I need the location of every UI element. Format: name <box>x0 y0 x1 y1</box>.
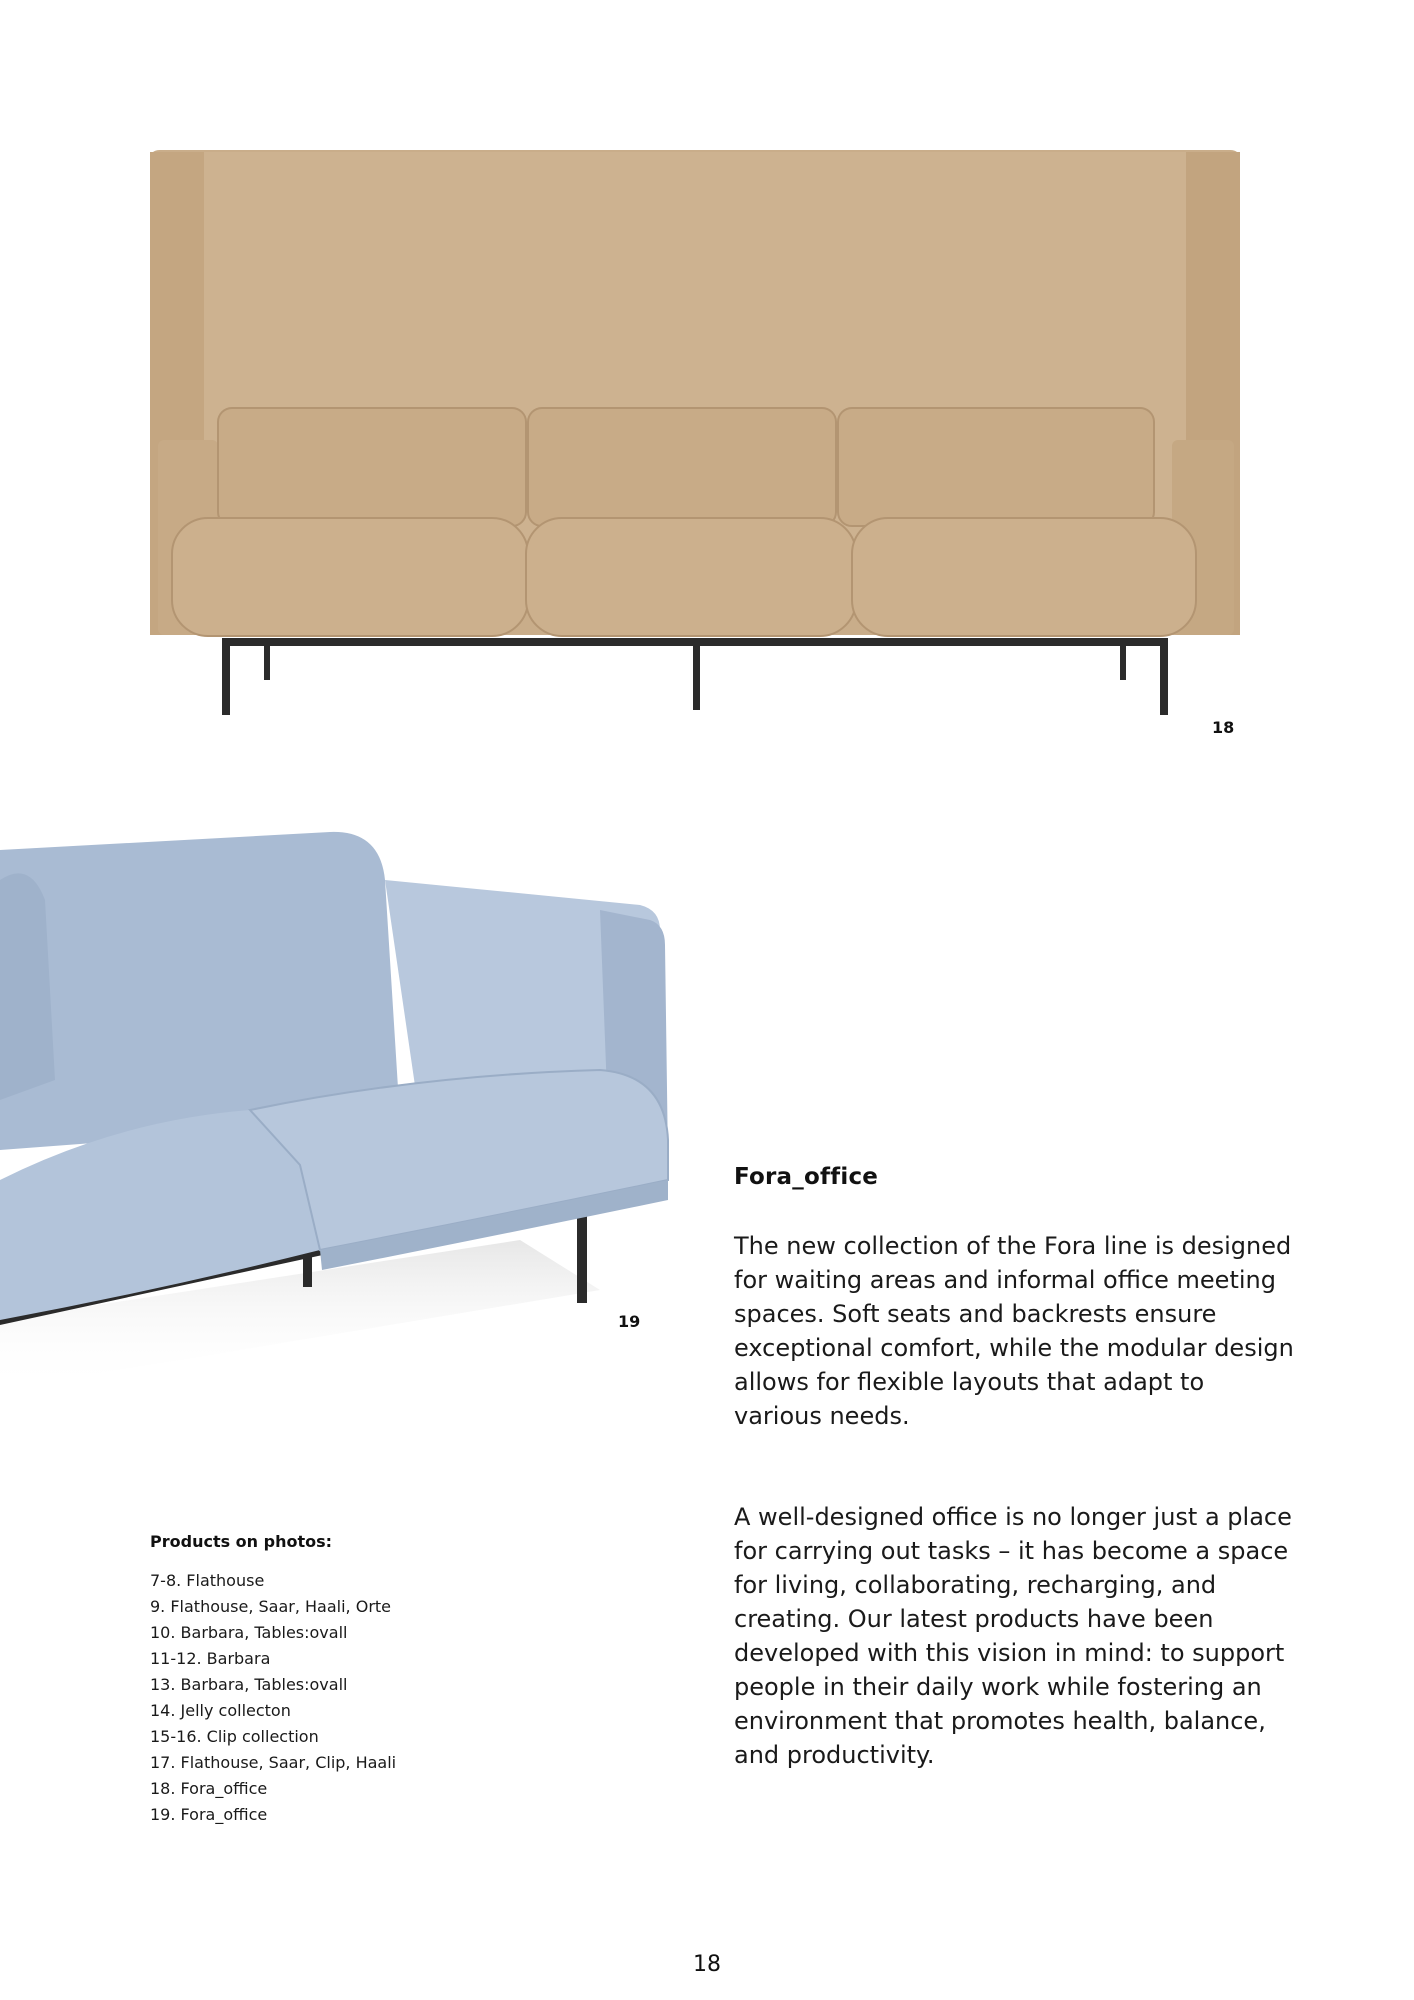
list-item: 19. Fora_office <box>150 1805 268 1824</box>
back-cushion <box>528 408 836 526</box>
list-item: 15-16. Clip collection <box>150 1727 319 1746</box>
list-item: 11-12. Barbara <box>150 1649 271 1668</box>
back-cushion <box>838 408 1154 526</box>
credits-list <box>150 1568 396 1828</box>
sofa-leg <box>1160 640 1168 715</box>
sofa-leg <box>693 640 700 710</box>
back-cushion <box>218 408 526 526</box>
article-paragraph: The new collection of the Fora line is designed for waiting areas and informal office meeting spaces. Soft seats and backrests ensure exceptional comfort, while the modular design allows for flexible layouts that adapt to various needs. <box>734 1232 1294 1430</box>
list-item: 9. Flathouse, Saar, Haali, Orte <box>150 1597 392 1616</box>
list-item: 18. Fora_office <box>150 1779 268 1798</box>
list-item: 7-8. Flathouse <box>150 1571 265 1590</box>
list-item: 14. Jelly collecton <box>150 1701 291 1720</box>
article-heading: Fora_office <box>734 1164 879 1190</box>
article-paragraph: A well-designed office is no longer just a place for carrying out tasks – it has become a space for living, collaborating, recharging, and creating. Our latest products have been developed with this vision in mind: to support people in their daily work while fostering an environment that promotes health, balance, and productivity. <box>734 1503 1292 1769</box>
seat-cushion <box>526 518 856 636</box>
seat-cushion <box>172 518 528 636</box>
list-item: 17. Flathouse, Saar, Clip, Haali <box>150 1753 397 1772</box>
page-number: 18 <box>693 1952 721 1977</box>
seat-cushion <box>852 518 1196 636</box>
sofa-frame-rail <box>222 638 1168 646</box>
article-body-second <box>734 1500 1294 1772</box>
photo-label-19: 19 <box>618 1312 641 1331</box>
sofa-leg <box>222 640 230 715</box>
beige-highback-sofa-image <box>140 150 1250 730</box>
article-body <box>734 1229 1294 1433</box>
credits-title: Products on photos: <box>150 1532 333 1551</box>
blue-sofa-image <box>0 820 680 1390</box>
photo-label-18: 18 <box>1212 718 1235 737</box>
list-item: 13. Barbara, Tables:ovall <box>150 1675 348 1694</box>
list-item: 10. Barbara, Tables:ovall <box>150 1623 348 1642</box>
